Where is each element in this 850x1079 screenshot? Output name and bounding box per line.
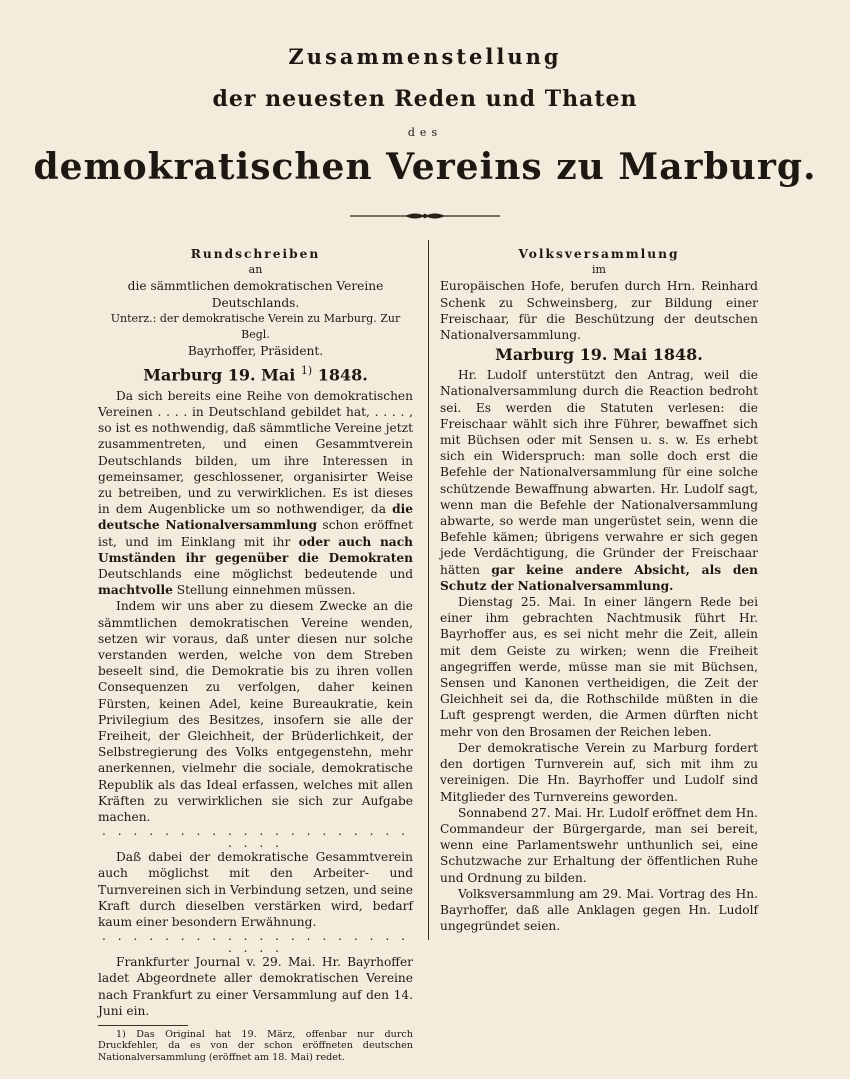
right-column	[440, 246, 758, 934]
column-divider	[428, 240, 429, 940]
text-run: Hr. Ludolf unterstützt den Antrag, weil die Nationalversammlung durch die Reaction bedroht sei. Es werden die Statuten verlesen: die Freischaar wählt sich ihre Führer, bewaffnet sich mit Büchsen oder mit Sensen u. s. w. Es erhebt sich ein Widerspruch: man solle doch erst die Befehle der Nationalversammlung für eine solche schützende Bewaffnung abwarten. Hr. Ludolf sagt, wenn man die Befehle der Nationalversammlung abwarte, so werde man ungerüstet sein, wenn die Befehle kämen; übrigens verwahre er sich gegen jede Verdächtigung, die Gründer der Freischaar hätten	[440, 368, 758, 577]
right-dateline: Marburg 19. Mai 1848.	[495, 345, 703, 365]
ellipsis-row: . . . . . . . . . . . . . . . . . . . . . . . .	[101, 824, 410, 851]
title-line-1: Zusammenstellung	[288, 44, 562, 69]
emphasis-run: oder auch nach Umständen ihr gegenüber die Demokraten	[98, 534, 413, 565]
right-im: im	[592, 263, 606, 277]
left-dateline-a: Marburg 19. Mai	[143, 365, 296, 385]
footnote: 1) Das Original hat 19. März, offenbar nur durch Druckfehler, da es von der schon eröffneten deutschen Nationalversammlung (eröffnet am 18. Mai) redet.	[98, 1029, 413, 1063]
text-run: Da sich bereits eine Reihe von demokratischen Vereinen . . . . in Deutschland gebildet hat, . . . . , so ist es nothwendig, daß sämmtliche Vereine jetzt zusammentreten, und einen Gesammtverein Deutschlands bilden, um ihre Interessen in gemeinsamer, geschlossener, organisirter Weise zu betreiben, und zu verwirklichen. Es ist dieses in dem Augenblicke um so nothwendiger, da	[98, 388, 413, 517]
title-line-4: demokratischen Vereins zu Marburg.	[33, 146, 817, 188]
left-president: Bayrhoffer, Präsident.	[187, 344, 324, 359]
left-column	[98, 246, 413, 1063]
text-run: Stellung einnehmen müssen.	[172, 583, 356, 598]
left-paragraph-2: Indem wir uns aber zu diesem Zwecke an die sämmtlichen demokratischen Vereine wenden, setzen wir voraus, daß unter diesen nur solche verstanden werden, welche von dem Streben beseelt sind, die Demokratie bis zu ihren vollen Consequenzen zu verfolgen, daher keinen Fürsten, keinen Adel, keine Bureaukratie, kein Privilegium des Besitzes, insofern sie alle der Freiheit, der Gleichheit, der Brüderlichkeit, der Selbstregierung des Volks entgegenstehn, mehr anerkennen, vielmehr die sociale, demokratische Republik als das Ideal erfassen, welches mit allen Kräften zu verwirklichen sie sich zur Aufgabe machen.	[98, 599, 413, 825]
emphasis-run: die deutsche Nationalversammlung	[98, 502, 413, 533]
left-signed: Unterz.: der demokratische Verein zu Marburg. Zur Begl.	[110, 311, 401, 342]
footnote-rule	[98, 1025, 188, 1026]
text-run: Deutschlands eine möglichst bedeutende und	[98, 566, 413, 581]
left-paragraph-4: Frankfurter Journal v. 29. Mai. Hr. Bayrhoffer ladet Abgeordnete aller demokratischen Vereine nach Frankfurt zu einer Versammlung auf den 14. Juni ein.	[98, 955, 413, 1018]
left-an: an	[248, 263, 263, 277]
left-dateline	[98, 361, 413, 385]
right-paragraph-2: Dienstag 25. Mai. In einer längern Rede bei einer ihm gebrachten Nachtmusik führt Hr. Bayrhoffer aus, es sei nicht mehr die Zeit, allein mit dem Geiste zu wirken; wenn die Freiheit angegriffen werde, müsse man sie mit Büchsen, Sensen und Kanonen vertheidigen, die Zeit der Gleichheit sei da, die Rothschilde müßten in die Luft gesprengt werden, die Armen dürften nicht mehr von den Brosamen der Reichen leben.	[440, 595, 758, 739]
footnote-marker: 1)	[300, 364, 313, 378]
title-line-3: des	[407, 126, 443, 139]
right-paragraph-4: Sonnabend 27. Mai. Hr. Ludolf eröffnet dem Hn. Commandeur der Bürgergarde, man sei bereit, wenn eine Parlamentswehr unthunlich sei, eine Schutzwache zur Erhaltung der öffentlichen Ruhe und Ordnung zu bilden.	[440, 805, 758, 885]
ellipsis-row: . . . . . . . . . . . . . . . . . . . . . . . .	[101, 929, 410, 956]
right-intro: Europäischen Hofe, berufen durch Hrn. Reinhard Schenk zu Schweinsberg, zur Bildung einer Freischaar, für die Beschützung der deutschen Nationalversammlung.	[440, 279, 758, 343]
title-line-2: der neuesten Reden und Thaten	[212, 86, 638, 112]
emphasis-run: machtvolle	[98, 583, 173, 598]
left-paragraph-1	[98, 388, 413, 599]
left-paragraph-3: Daß dabei der demokratische Gesammtverein auch möglichst mit den Arbeiter- und Turnvereinen sich in Verbindung setzen, und seine Kraft durch dieselben verstärken wird, bedarf kaum einer besondern Erwähnung.	[98, 850, 413, 930]
text-run: schon eröffnet ist, und im Einklang mit ihr	[98, 518, 413, 549]
left-addressee: die sämmtlichen demokratischen Vereine Deutschlands.	[127, 279, 384, 310]
left-heading: Rundschreiben	[190, 247, 321, 261]
right-paragraph-5: Volksversammlung am 29. Mai. Vortrag des Hn. Bayrhoffer, daß alle Anklagen gegen Hn. Ludolf ungegründet seien.	[440, 886, 758, 934]
left-dateline-b: 1848.	[312, 365, 368, 385]
emphasis-run: gar keine andere Absicht, als den Schutz der Nationalversammlung.	[440, 562, 758, 593]
right-paragraph-3: Der demokratische Verein zu Marburg fordert den dortigen Turnverein auf, sich mit ihm zu vereinigen. Die Hn. Bayrhoffer und Ludolf sind Mitglieder des Turnvereins geworden.	[440, 740, 758, 804]
right-paragraph-1	[440, 367, 758, 594]
ornament-divider	[350, 211, 500, 221]
right-heading: Volksversammlung	[518, 247, 680, 261]
